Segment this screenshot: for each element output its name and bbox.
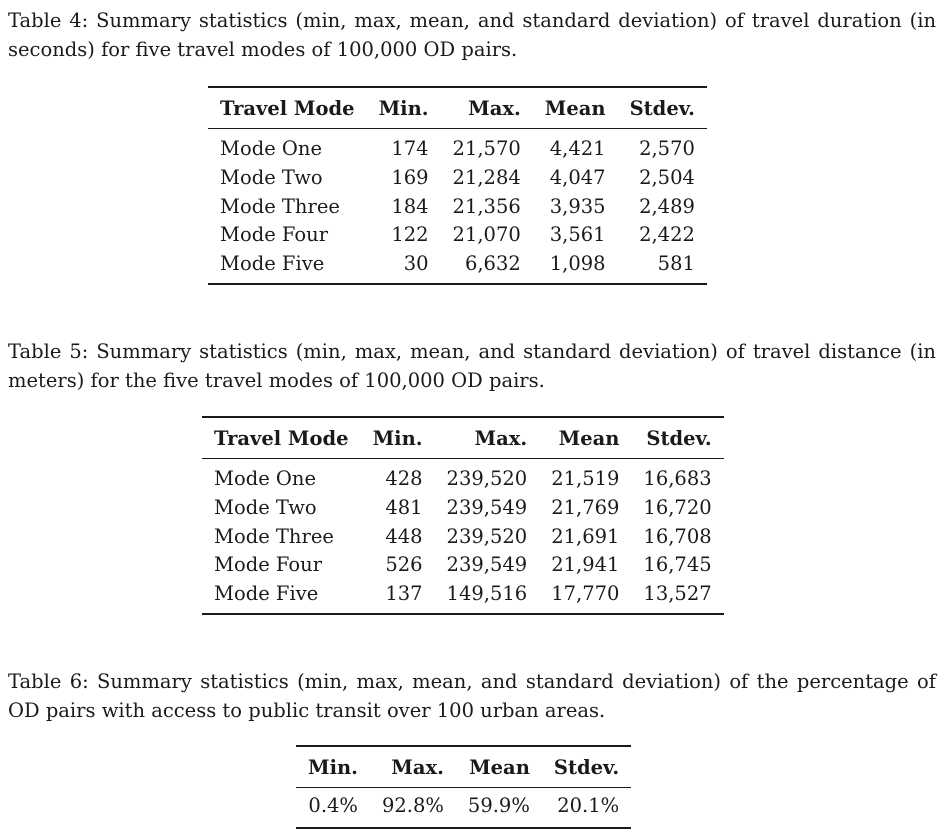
- table5-cell-mode: Mode Three: [214, 524, 334, 548]
- table5-cell-stdev: 16,720: [643, 495, 712, 519]
- table5-cell-max: 239,549: [446, 495, 528, 519]
- table5-cell-mean: 21,691: [551, 524, 620, 548]
- table4-cell-mode: Mode Five: [208, 250, 367, 284]
- table4-caption: Table 4: Summary statistics (min, max, mean, and standard deviation) of travel duration (in seconds) for five travel modes of 100,000 OD pairs.: [8, 9, 936, 61]
- table4-cell-mean: 4,047: [549, 165, 606, 189]
- table-row: [208, 164, 707, 193]
- table4-cell-mean: 3,561: [549, 223, 606, 247]
- table5-cell-mean: 21,941: [551, 553, 620, 577]
- table4-header-min: Min.: [367, 87, 441, 129]
- table6-header-stdev: Stdev.: [542, 746, 631, 788]
- table6-header-row: [296, 746, 631, 788]
- table4-cell-mode: Mode Two: [220, 165, 323, 189]
- table6-header-min: Min.: [296, 746, 370, 788]
- table5-cell-max: 239,520: [446, 524, 528, 548]
- table6: [296, 745, 631, 829]
- table5-cell-mean: 17,770: [539, 580, 631, 614]
- table6-cell-mean: 59.9%: [456, 788, 542, 828]
- table-row: [296, 788, 631, 828]
- table5-cell-max: 239,549: [446, 553, 528, 577]
- table4-cell-stdev: 2,570: [639, 137, 695, 160]
- table5-cell-min: 137: [361, 580, 435, 614]
- table5-cell-min: 448: [385, 524, 423, 548]
- table-row: [202, 523, 724, 552]
- table4-cell-max: 21,356: [452, 194, 521, 218]
- table4-cell-min: 30: [367, 250, 441, 284]
- table6-caption: Table 6: Summary statistics (min, max, mean, and standard deviation) of the percentage of OD pairs with access to public transit over 100 urban areas.: [8, 670, 936, 722]
- table4-header-row: [208, 87, 707, 129]
- table4-cell-min: 169: [391, 165, 429, 189]
- table4-cell-max: 21,070: [452, 223, 521, 247]
- table4-cell-mean: 1,098: [533, 250, 618, 284]
- table5-caption-block: [8, 337, 936, 395]
- table4-header-mean: Mean: [533, 87, 618, 129]
- table6-cell-stdev: 20.1%: [542, 788, 631, 828]
- table4-wrapper: [208, 86, 707, 285]
- table4-header-travel-mode: Travel Mode: [208, 87, 367, 129]
- table5-header-row: [202, 417, 724, 459]
- table-row: [208, 193, 707, 222]
- table4-cell-stdev: 2,422: [639, 223, 695, 247]
- table4-cell-mode: Mode Three: [220, 194, 340, 218]
- table6-caption-block: [8, 667, 936, 725]
- table4-cell-mean: 4,421: [549, 137, 606, 160]
- table4-cell-stdev: 581: [618, 250, 707, 284]
- table5-cell-min: 428: [385, 467, 423, 490]
- table5-cell-mode: Mode One: [214, 467, 317, 490]
- table4-cell-stdev: 2,504: [639, 165, 695, 189]
- table5-cell-stdev: 13,527: [631, 580, 723, 614]
- table-row: [208, 250, 707, 284]
- table5-header-travel-mode: Travel Mode: [202, 417, 361, 459]
- table4-cell-mode: Mode Four: [220, 223, 329, 247]
- table5-caption: Table 5: Summary statistics (min, max, mean, and standard deviation) of travel distance (in meters) for the five travel modes of 100,000 OD pairs.: [8, 340, 936, 392]
- table5-cell-mean: 21,519: [551, 467, 620, 490]
- table5-wrapper: [202, 416, 724, 615]
- table-row: [208, 221, 707, 250]
- table5-cell-min: 526: [385, 553, 423, 577]
- table5-header-min: Min.: [361, 417, 435, 459]
- table5-cell-max: 149,516: [435, 580, 540, 614]
- table5-cell-min: 481: [385, 495, 423, 519]
- table6-wrapper: [296, 745, 631, 829]
- table4-cell-stdev: 2,489: [639, 194, 695, 218]
- table5-cell-mode: Mode Five: [202, 580, 361, 614]
- table6-cell-min: 0.4%: [296, 788, 370, 828]
- table-row: [202, 580, 724, 614]
- table5-cell-mode: Mode Two: [214, 495, 317, 519]
- table4-cell-min: 122: [391, 223, 429, 247]
- table-row: [208, 129, 707, 164]
- table5-header-stdev: Stdev.: [631, 417, 723, 459]
- table5-header-max: Max.: [435, 417, 540, 459]
- table5: [202, 416, 724, 615]
- table4-cell-max: 21,284: [452, 165, 521, 189]
- table5-cell-mean: 21,769: [551, 495, 620, 519]
- table5-header-mean: Mean: [539, 417, 631, 459]
- table4-cell-mean: 3,935: [549, 194, 606, 218]
- table5-cell-mode: Mode Four: [214, 553, 323, 577]
- table4-caption-block: [8, 6, 936, 64]
- table4: [208, 86, 707, 285]
- table4-cell-mode: Mode One: [220, 137, 323, 160]
- table6-cell-max: 92.8%: [370, 788, 456, 828]
- table-row: [202, 494, 724, 523]
- table5-cell-stdev: 16,745: [643, 553, 712, 577]
- table-row: [202, 459, 724, 494]
- table-row: [202, 551, 724, 580]
- table4-cell-min: 174: [391, 137, 429, 160]
- table4-cell-min: 184: [391, 194, 429, 218]
- table4-header-max: Max.: [441, 87, 533, 129]
- table5-cell-stdev: 16,708: [643, 524, 712, 548]
- table4-cell-max: 21,570: [452, 137, 521, 160]
- table6-header-mean: Mean: [456, 746, 542, 788]
- table4-cell-max: 6,632: [441, 250, 533, 284]
- table4-header-stdev: Stdev.: [618, 87, 707, 129]
- table6-header-max: Max.: [370, 746, 456, 788]
- table5-cell-stdev: 16,683: [643, 467, 712, 490]
- table5-cell-max: 239,520: [446, 467, 528, 490]
